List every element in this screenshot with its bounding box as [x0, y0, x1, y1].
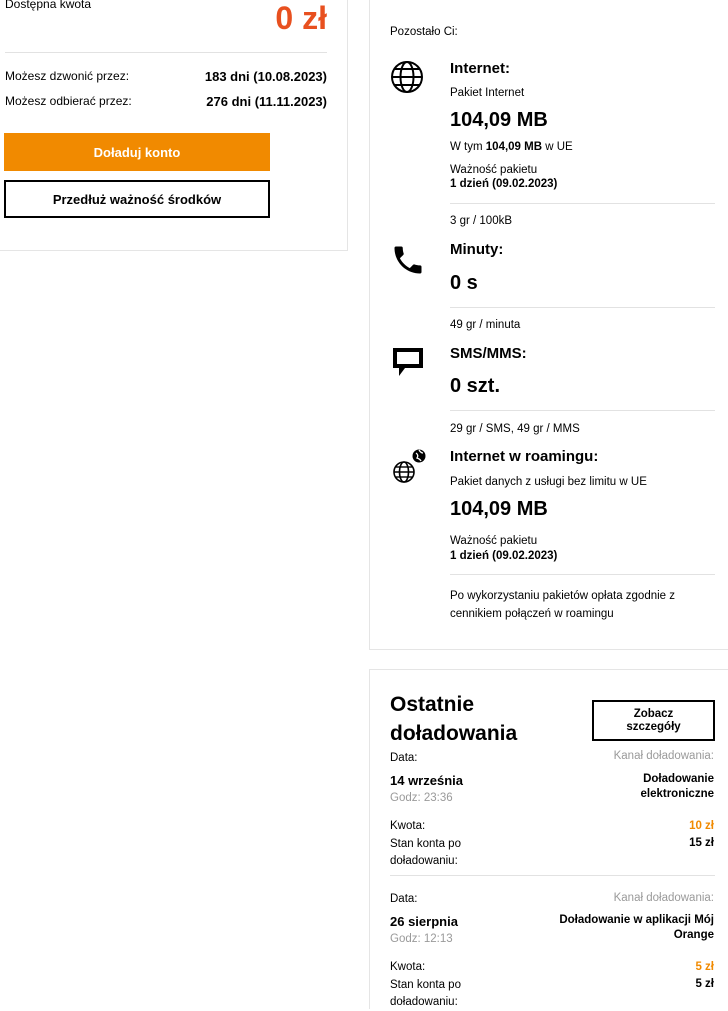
internet-eu-amount: 104,09 MB — [485, 141, 543, 153]
globe-icon — [390, 60, 424, 94]
topup-date-label: Data: — [390, 893, 418, 905]
sms-amount: 0 szt. — [450, 375, 501, 397]
roaming-validity-label: Ważność pakietu — [450, 535, 538, 547]
roaming-amount: 104,09 MB — [450, 498, 548, 520]
divider — [450, 307, 715, 308]
internet-validity-value: 1 dzień (09.02.2023) — [450, 178, 558, 190]
topup-time: Godz: 23:36 — [390, 792, 453, 804]
topup-date-label: Data: — [390, 752, 418, 764]
topup-balance-after: 5 zł — [695, 978, 714, 990]
sms-title: SMS/MMS: — [450, 345, 527, 362]
topup-channel-label: Kanał doładowania: — [613, 892, 714, 904]
minutes-title: Minuty: — [450, 241, 504, 258]
internet-validity-label: Ważność pakietu — [450, 164, 538, 176]
topup-amount-label: Kwota: — [390, 820, 426, 832]
topup-date: 26 sierpnia — [390, 914, 458, 929]
roaming-globe-icon — [392, 448, 428, 484]
available-amount-value: 0 zł — [275, 0, 327, 36]
minutes-amount: 0 s — [450, 272, 478, 294]
internet-rate: 3 gr / 100kB — [450, 215, 513, 227]
internet-amount: 104,09 MB — [450, 109, 548, 131]
topup-balance-after: 15 zł — [689, 837, 714, 849]
recent-topups-title: Ostatnie doładowania — [390, 693, 518, 745]
topup-amount: 5 zł — [695, 961, 714, 973]
internet-eu-prefix: W tym — [450, 141, 486, 153]
divider — [450, 203, 715, 204]
available-amount-label: Dostępna kwota — [5, 0, 92, 11]
roaming-title: Internet w roamingu: — [450, 448, 599, 465]
balance-card — [0, 0, 348, 251]
internet-package: Pakiet Internet — [450, 87, 525, 99]
call-validity-label: Możesz dzwonić przez: — [5, 69, 130, 83]
remaining-label: Pozostało Ci: — [390, 26, 458, 38]
topup-date: 14 września — [390, 773, 463, 788]
topup-balance-after-label: Stan konta po doładowaniu: — [390, 979, 461, 1008]
call-validity-value: 183 dni (10.08.2023) — [204, 69, 327, 84]
topup-amount-label: Kwota: — [390, 961, 426, 973]
recent-topups-card — [369, 669, 728, 1009]
extend-validity-button[interactable]: Przedłuż ważność środków — [4, 180, 270, 218]
divider — [390, 875, 715, 876]
topup-balance-after-label: Stan konta po doładowaniu: — [390, 838, 461, 867]
roaming-package: Pakiet danych z usługi bez limitu w UE — [450, 476, 647, 488]
roaming-note: Po wykorzystaniu pakietów opłata zgodnie z cennikiem połączeń w roamingu — [450, 590, 676, 620]
divider — [450, 410, 715, 411]
internet-title: Internet: — [450, 60, 510, 77]
topup-channel: Doładowanie w aplikacji Mój Orange — [559, 914, 714, 941]
topup-time: Godz: 12:13 — [390, 933, 453, 945]
topup-channel: Doładowanie elektroniczne — [640, 773, 714, 800]
usage-card — [369, 0, 728, 650]
divider — [450, 574, 715, 575]
topup-button[interactable]: Doładuj konto — [4, 133, 270, 171]
message-icon — [391, 346, 425, 378]
receive-validity-label: Możesz odbierać przez: — [5, 94, 132, 108]
phone-icon — [390, 242, 426, 278]
receive-validity-value: 276 dni (11.11.2023) — [206, 94, 327, 109]
divider — [5, 52, 327, 53]
roaming-validity-value: 1 dzień (09.02.2023) — [450, 550, 558, 562]
minutes-rate: 49 gr / minuta — [450, 319, 521, 331]
internet-eu-line — [450, 141, 573, 153]
internet-eu-suffix: w UE — [542, 141, 573, 153]
topup-channel-label: Kanał doładowania: — [613, 750, 714, 762]
sms-rate: 29 gr / SMS, 49 gr / MMS — [450, 423, 580, 435]
details-button[interactable]: Zobacz szczegóły — [592, 700, 715, 741]
topup-amount: 10 zł — [689, 820, 714, 832]
